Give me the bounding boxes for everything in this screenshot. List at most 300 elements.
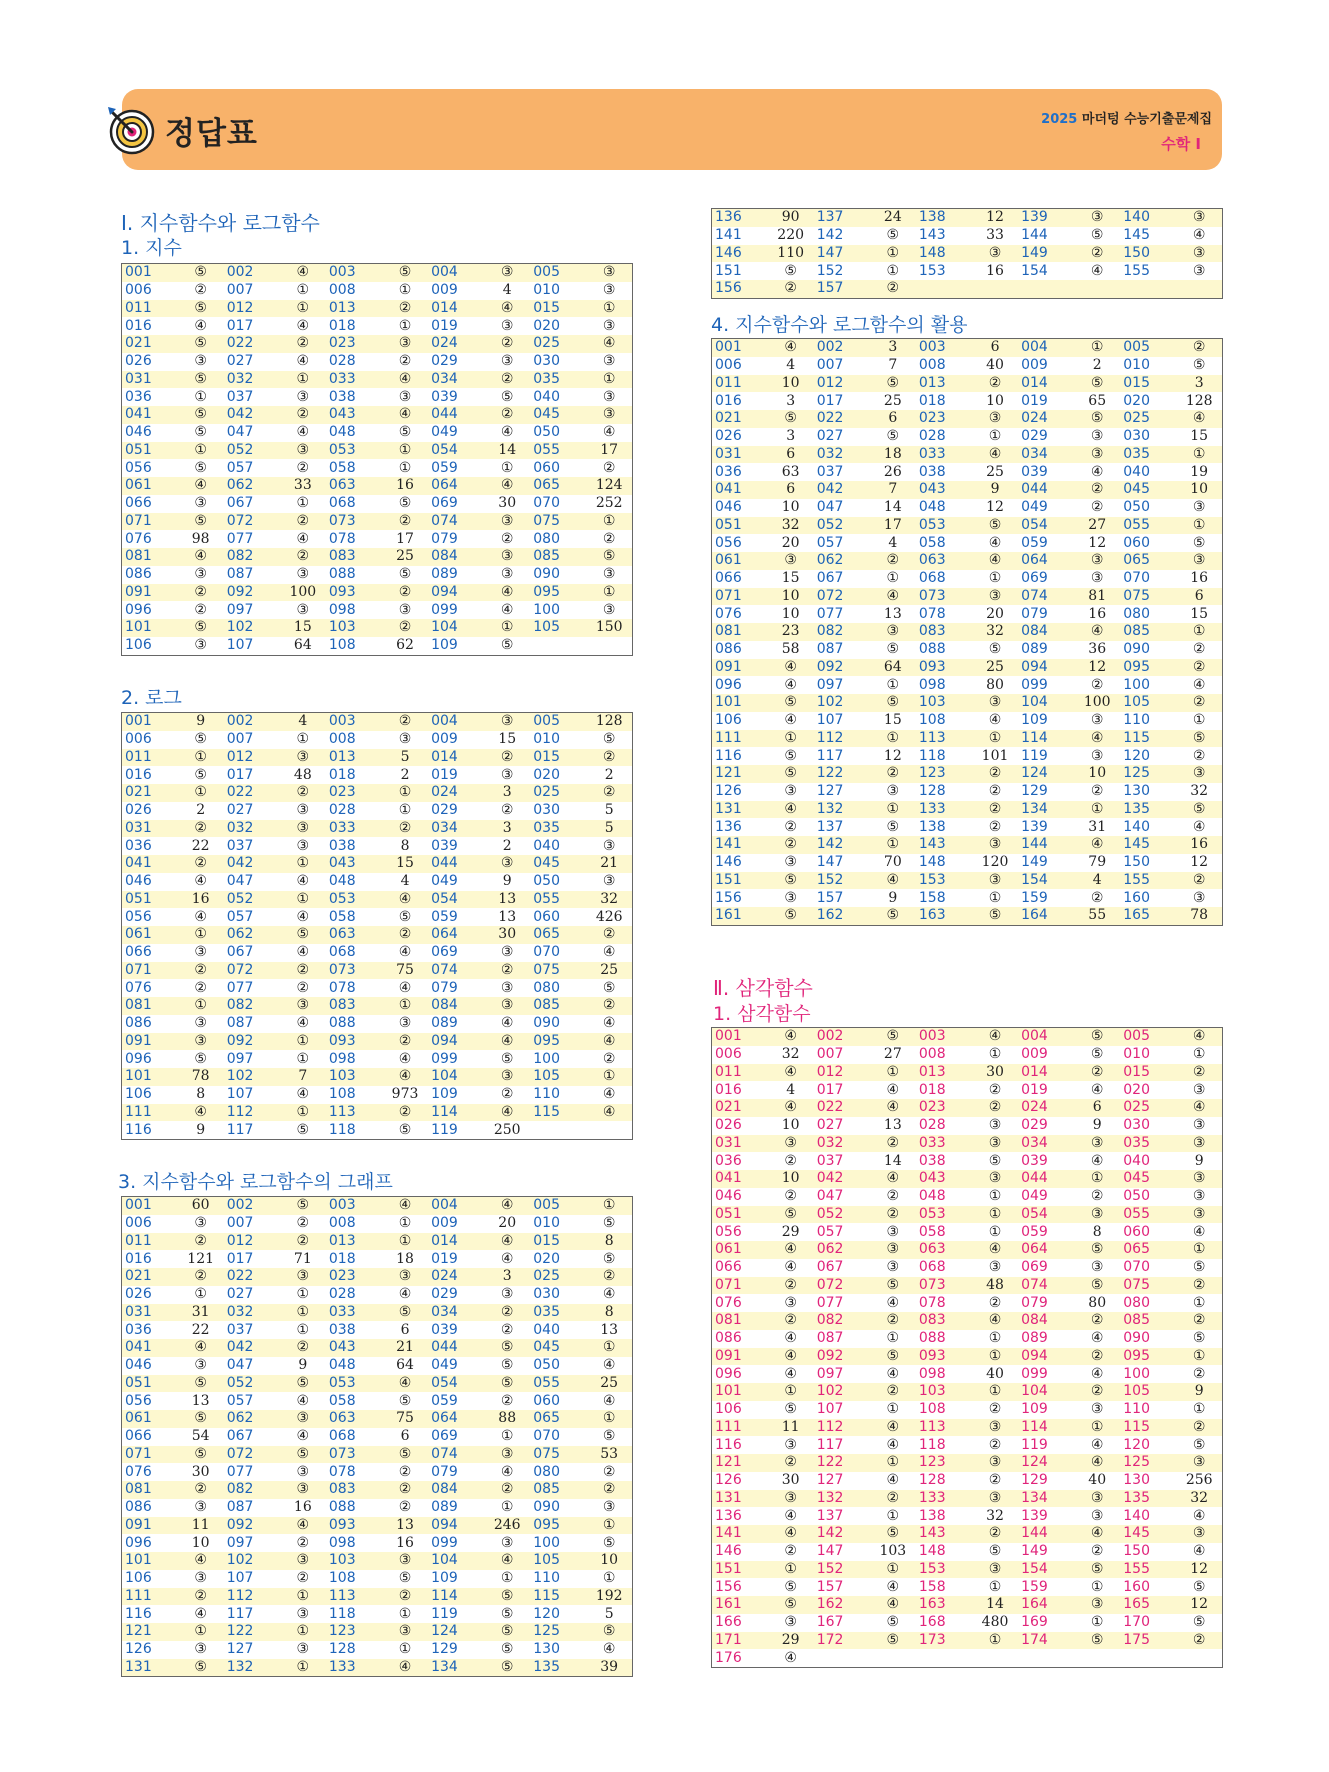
question-number: 050 xyxy=(1120,1188,1176,1206)
answer-value: 15 xyxy=(1176,605,1222,623)
question-number: 061 xyxy=(712,1241,768,1259)
answer-value: ④ xyxy=(1176,227,1222,245)
answer-value: ② xyxy=(972,375,1018,393)
question-number: 149 xyxy=(1018,854,1074,872)
question-number: 109 xyxy=(428,1086,484,1104)
answer-row xyxy=(712,1383,1223,1401)
question-number: 097 xyxy=(224,1534,280,1552)
answer-value: 29 xyxy=(768,1632,814,1650)
answer-table-exponent xyxy=(121,263,633,656)
answer-value xyxy=(972,1649,1018,1667)
answer-value: ② xyxy=(178,1588,224,1606)
answer-value: ② xyxy=(972,1401,1018,1419)
answer-row xyxy=(712,1046,1223,1064)
question-number: 065 xyxy=(530,477,586,495)
answer-row xyxy=(122,962,633,980)
answer-row xyxy=(122,619,633,637)
answer-value: ① xyxy=(280,1304,326,1322)
question-number: 087 xyxy=(814,1330,870,1348)
answer-row xyxy=(712,1436,1223,1454)
answer-value: ④ xyxy=(870,1436,916,1454)
question-number: 094 xyxy=(1018,659,1074,677)
answer-value: 100 xyxy=(280,584,326,602)
question-number: 129 xyxy=(1018,783,1074,801)
answer-value: ④ xyxy=(972,712,1018,730)
question-number: 105 xyxy=(530,1552,586,1570)
question-number: 118 xyxy=(916,747,972,765)
answer-row xyxy=(712,1294,1223,1312)
question-number: 105 xyxy=(1120,1383,1176,1401)
question-number: 090 xyxy=(530,1499,586,1517)
question-number: 028 xyxy=(916,428,972,446)
question-number: 051 xyxy=(122,891,178,909)
answer-value: ⑤ xyxy=(382,908,428,926)
question-number: 063 xyxy=(326,1410,382,1428)
answer-value: ② xyxy=(382,513,428,531)
answer-value: 6 xyxy=(1176,588,1222,606)
question-number: 140 xyxy=(1120,209,1176,227)
question-number: 028 xyxy=(326,802,382,820)
question-number: 070 xyxy=(1120,1259,1176,1277)
question-number: 094 xyxy=(428,584,484,602)
answer-value: ④ xyxy=(586,1392,632,1410)
question-number: 006 xyxy=(122,731,178,749)
question-number: 160 xyxy=(1120,1578,1176,1596)
question-number: 013 xyxy=(916,375,972,393)
answer-value: 10 xyxy=(972,392,1018,410)
answer-row xyxy=(122,1357,633,1375)
question-number: 031 xyxy=(122,1304,178,1322)
answer-value: ② xyxy=(1074,1312,1120,1330)
answer-value: ① xyxy=(972,1206,1018,1224)
answer-value: ⑤ xyxy=(870,1614,916,1632)
answer-value: ② xyxy=(178,979,224,997)
brand-year: 2025 xyxy=(1041,112,1078,127)
answer-value: 25 xyxy=(586,962,632,980)
question-number: 016 xyxy=(122,766,178,784)
answer-value: ③ xyxy=(972,872,1018,890)
answer-table-application xyxy=(711,338,1223,926)
question-number: 050 xyxy=(1120,499,1176,517)
answer-value: ① xyxy=(1074,1614,1120,1632)
question-number: 109 xyxy=(1018,712,1074,730)
answer-value: ① xyxy=(280,495,326,513)
answer-value: 12 xyxy=(1176,854,1222,872)
question-number: 082 xyxy=(814,1312,870,1330)
question-number: 096 xyxy=(712,676,768,694)
question-number: 066 xyxy=(122,495,178,513)
answer-value: ② xyxy=(768,836,814,854)
answer-value: ② xyxy=(972,818,1018,836)
question-number: 038 xyxy=(326,388,382,406)
question-number: 128 xyxy=(326,1641,382,1659)
answer-value: ④ xyxy=(972,1312,1018,1330)
question-number: 056 xyxy=(122,908,178,926)
question-number: 137 xyxy=(814,1507,870,1525)
question-number: 146 xyxy=(712,245,768,263)
answer-value: ① xyxy=(768,730,814,748)
question-number: 156 xyxy=(712,280,768,298)
question-number: 017 xyxy=(814,1081,870,1099)
answer-value: 48 xyxy=(972,1277,1018,1295)
answer-value: ① xyxy=(1176,1401,1222,1419)
question-number: 111 xyxy=(712,730,768,748)
answer-value: ③ xyxy=(484,1286,530,1304)
question-number: 061 xyxy=(122,477,178,495)
question-number: 124 xyxy=(428,1623,484,1641)
answer-row xyxy=(712,765,1223,783)
answer-value: ① xyxy=(972,428,1018,446)
question-number: 043 xyxy=(326,1339,382,1357)
answer-row xyxy=(122,944,633,962)
question-number: 024 xyxy=(428,1268,484,1286)
answer-row xyxy=(712,641,1223,659)
question-number: 104 xyxy=(428,1068,484,1086)
target-icon xyxy=(105,104,157,156)
answer-value: 16 xyxy=(382,1534,428,1552)
answer-value: ③ xyxy=(870,623,916,641)
question-number: 073 xyxy=(326,962,382,980)
question-number: 013 xyxy=(326,300,382,318)
question-number: 046 xyxy=(712,1188,768,1206)
question-number: 003 xyxy=(326,713,382,731)
answer-value: ① xyxy=(382,442,428,460)
answer-value: 3 xyxy=(484,784,530,802)
question-number: 018 xyxy=(326,317,382,335)
question-number: 002 xyxy=(814,1028,870,1046)
question-number: 086 xyxy=(122,1499,178,1517)
answer-value: ② xyxy=(382,1499,428,1517)
answer-value: 32 xyxy=(586,891,632,909)
question-number: 071 xyxy=(712,588,768,606)
answer-value: ④ xyxy=(1074,262,1120,280)
question-number: 058 xyxy=(916,1223,972,1241)
answer-value: ⑤ xyxy=(870,1348,916,1366)
question-number: 100 xyxy=(1120,676,1176,694)
answer-value: ③ xyxy=(280,442,326,460)
question-number: 062 xyxy=(224,926,280,944)
question-number: 153 xyxy=(916,872,972,890)
answer-row xyxy=(712,1135,1223,1153)
question-number: 037 xyxy=(224,837,280,855)
question-number: 131 xyxy=(712,1490,768,1508)
answer-value: ③ xyxy=(484,1534,530,1552)
question-number: 053 xyxy=(326,891,382,909)
question-number: 025 xyxy=(1120,1099,1176,1117)
question-number: 046 xyxy=(122,424,178,442)
question-number: 036 xyxy=(122,837,178,855)
answer-value: ⑤ xyxy=(178,424,224,442)
question-number: 099 xyxy=(428,1534,484,1552)
question-number: 052 xyxy=(814,517,870,535)
answer-value: 120 xyxy=(972,854,1018,872)
answer-value: ④ xyxy=(382,1659,428,1677)
answer-value: ④ xyxy=(382,891,428,909)
question-number: 060 xyxy=(1120,1223,1176,1241)
answer-value: 3 xyxy=(768,392,814,410)
answer-value: ① xyxy=(484,619,530,637)
question-number: 155 xyxy=(1120,1561,1176,1579)
question-number: 092 xyxy=(814,1348,870,1366)
question-number: 029 xyxy=(428,802,484,820)
answer-value: ④ xyxy=(768,1365,814,1383)
question-number: 004 xyxy=(428,1197,484,1215)
answer-value: 100 xyxy=(1074,694,1120,712)
answer-value: ② xyxy=(1176,1277,1222,1295)
question-number: 082 xyxy=(224,997,280,1015)
question-number: 049 xyxy=(1018,1188,1074,1206)
answer-value: ⑤ xyxy=(484,388,530,406)
answer-value: 10 xyxy=(586,1552,632,1570)
question-number: 094 xyxy=(1018,1348,1074,1366)
question-number: 034 xyxy=(1018,446,1074,464)
answer-value: ④ xyxy=(870,1081,916,1099)
question-number: 019 xyxy=(1018,1081,1074,1099)
answer-value: 75 xyxy=(382,1410,428,1428)
answer-value: ③ xyxy=(1074,1401,1120,1419)
answer-value: 48 xyxy=(280,766,326,784)
question-number: 019 xyxy=(428,766,484,784)
answer-value: ④ xyxy=(280,1015,326,1033)
question-number: 028 xyxy=(326,353,382,371)
question-number: 130 xyxy=(1120,783,1176,801)
answer-value: ④ xyxy=(768,339,814,357)
question-number: 133 xyxy=(916,1490,972,1508)
answer-value: ① xyxy=(1176,1294,1222,1312)
answer-value: ③ xyxy=(280,1605,326,1623)
question-number: 016 xyxy=(712,1081,768,1099)
answer-row xyxy=(712,1578,1223,1596)
question-number: 143 xyxy=(916,227,972,245)
answer-value: ① xyxy=(178,442,224,460)
question-number: 043 xyxy=(326,406,382,424)
question-number: 117 xyxy=(814,1436,870,1454)
question-number: 079 xyxy=(428,530,484,548)
question-number: 022 xyxy=(224,1268,280,1286)
question-number: 132 xyxy=(814,1490,870,1508)
answer-value: ② xyxy=(178,962,224,980)
question-number: 110 xyxy=(1120,1401,1176,1419)
answer-value: ② xyxy=(586,997,632,1015)
question-number: 047 xyxy=(814,499,870,517)
question-number: 159 xyxy=(1018,889,1074,907)
question-number: 052 xyxy=(224,1375,280,1393)
answer-row xyxy=(122,1623,633,1641)
answer-value: ④ xyxy=(280,530,326,548)
answer-value: ④ xyxy=(382,1375,428,1393)
answer-value: 220 xyxy=(768,227,814,245)
question-number: 107 xyxy=(814,712,870,730)
question-number: 139 xyxy=(1018,818,1074,836)
question-number: 007 xyxy=(224,1215,280,1233)
answer-value: ④ xyxy=(1074,1454,1120,1472)
question-number: 040 xyxy=(530,388,586,406)
answer-row xyxy=(122,908,633,926)
answer-value: ② xyxy=(1074,1064,1120,1082)
question-number: 066 xyxy=(122,944,178,962)
answer-row xyxy=(712,1081,1223,1099)
question-number: 040 xyxy=(1120,463,1176,481)
question-number: 052 xyxy=(224,442,280,460)
answer-value: ③ xyxy=(1074,1596,1120,1614)
question-number: 014 xyxy=(428,1233,484,1251)
question-number: 150 xyxy=(1120,1543,1176,1561)
answer-value: ① xyxy=(280,1623,326,1641)
answer-value: 10 xyxy=(1176,481,1222,499)
question-number: 016 xyxy=(122,317,178,335)
question-number: 137 xyxy=(814,209,870,227)
question-number xyxy=(916,280,972,298)
question-number: 011 xyxy=(122,1233,178,1251)
answer-value: ③ xyxy=(1176,1206,1222,1224)
question-number: 091 xyxy=(122,584,178,602)
answer-value: 31 xyxy=(178,1304,224,1322)
question-number: 150 xyxy=(1120,245,1176,263)
question-number: 024 xyxy=(428,784,484,802)
answer-value: ⑤ xyxy=(870,818,916,836)
question-number: 043 xyxy=(326,855,382,873)
answer-value: ③ xyxy=(280,1481,326,1499)
question-number: 019 xyxy=(1018,392,1074,410)
question-number: 081 xyxy=(712,623,768,641)
question-number: 169 xyxy=(1018,1614,1074,1632)
question-number: 161 xyxy=(712,907,768,925)
question-number: 059 xyxy=(428,908,484,926)
question-number: 101 xyxy=(122,1068,178,1086)
answer-value: 6 xyxy=(972,339,1018,357)
question-number: 019 xyxy=(428,317,484,335)
question-number: 032 xyxy=(224,1304,280,1322)
answer-value: ⑤ xyxy=(972,517,1018,535)
question-number: 135 xyxy=(1120,801,1176,819)
answer-value: ① xyxy=(382,459,428,477)
answer-value: ③ xyxy=(178,353,224,371)
question-number: 093 xyxy=(326,1517,382,1535)
answer-value: 70 xyxy=(870,854,916,872)
question-number: 151 xyxy=(712,1561,768,1579)
question-number: 099 xyxy=(428,601,484,619)
question-number: 110 xyxy=(530,1086,586,1104)
question-number: 122 xyxy=(814,765,870,783)
question-number: 036 xyxy=(122,388,178,406)
answer-value: ③ xyxy=(484,1446,530,1464)
answer-value: ④ xyxy=(484,601,530,619)
section-title-trig: 1. 삼각함수 xyxy=(713,1003,811,1025)
answer-row xyxy=(122,1321,633,1339)
answer-value: 4 xyxy=(870,534,916,552)
answer-table-graph-continued xyxy=(711,208,1223,299)
question-number: 056 xyxy=(712,1223,768,1241)
answer-value: ④ xyxy=(178,873,224,891)
question-number: 081 xyxy=(122,548,178,566)
section-title-application: 4. 지수함수와 로그함수의 활용 xyxy=(711,314,968,336)
answer-value: ③ xyxy=(1176,1454,1222,1472)
question-number: 041 xyxy=(122,855,178,873)
answer-row xyxy=(712,1223,1223,1241)
answer-value: 12 xyxy=(1176,1596,1222,1614)
answer-value: ④ xyxy=(382,1197,428,1215)
answer-value: ⑤ xyxy=(382,1392,428,1410)
question-number: 124 xyxy=(1018,765,1074,783)
question-number: 157 xyxy=(814,889,870,907)
question-number: 020 xyxy=(530,766,586,784)
question-number: 102 xyxy=(814,694,870,712)
question-number: 064 xyxy=(1018,552,1074,570)
answer-value: 17 xyxy=(870,517,916,535)
answer-row xyxy=(122,371,633,389)
answer-row xyxy=(712,907,1223,925)
question-number: 026 xyxy=(712,428,768,446)
answer-value: ④ xyxy=(382,406,428,424)
answer-value: ② xyxy=(586,784,632,802)
answer-row xyxy=(712,1188,1223,1206)
answer-row xyxy=(122,1086,633,1104)
answer-value: ③ xyxy=(484,713,530,731)
answer-value: 2 xyxy=(382,766,428,784)
answer-value: 64 xyxy=(870,659,916,677)
question-number: 067 xyxy=(814,570,870,588)
question-number: 101 xyxy=(712,1383,768,1401)
answer-value: ③ xyxy=(484,264,530,282)
question-number: 055 xyxy=(530,442,586,460)
question-number: 027 xyxy=(814,428,870,446)
question-number: 161 xyxy=(712,1596,768,1614)
answer-value: ② xyxy=(178,855,224,873)
question-number: 072 xyxy=(814,588,870,606)
question-number: 087 xyxy=(224,566,280,584)
answer-value: ① xyxy=(280,1659,326,1677)
answer-value: ① xyxy=(1176,712,1222,730)
question-number: 137 xyxy=(814,818,870,836)
question-number: 063 xyxy=(916,1241,972,1259)
answer-value: 64 xyxy=(382,1357,428,1375)
question-number: 061 xyxy=(712,552,768,570)
question-number: 136 xyxy=(712,1507,768,1525)
answer-row xyxy=(712,280,1223,298)
question-number: 119 xyxy=(1018,1436,1074,1454)
answer-value: ① xyxy=(280,1104,326,1122)
answer-value: ② xyxy=(484,406,530,424)
question-number: 028 xyxy=(326,1286,382,1304)
answer-value: ③ xyxy=(382,1268,428,1286)
answer-value: ④ xyxy=(586,1357,632,1375)
answer-value xyxy=(972,280,1018,298)
answer-value: ③ xyxy=(586,406,632,424)
question-number: 138 xyxy=(916,1507,972,1525)
question-number: 022 xyxy=(814,410,870,428)
question-number: 001 xyxy=(122,264,178,282)
answer-value: 78 xyxy=(1176,907,1222,925)
question-number: 088 xyxy=(916,1330,972,1348)
answer-value: ① xyxy=(586,1339,632,1357)
question-number: 092 xyxy=(224,584,280,602)
answer-value: ① xyxy=(1074,339,1120,357)
question-number: 022 xyxy=(224,784,280,802)
answer-value: ① xyxy=(972,1188,1018,1206)
answer-value: ② xyxy=(870,1383,916,1401)
question-number: 070 xyxy=(530,944,586,962)
answer-value: 6 xyxy=(870,410,916,428)
answer-value: ③ xyxy=(1176,209,1222,227)
question-number: 120 xyxy=(1120,747,1176,765)
question-number: 076 xyxy=(712,605,768,623)
answer-value: ① xyxy=(1074,801,1120,819)
question-number: 165 xyxy=(1120,907,1176,925)
question-number: 024 xyxy=(428,335,484,353)
question-number: 092 xyxy=(814,659,870,677)
answer-value: 10 xyxy=(768,588,814,606)
answer-value: ③ xyxy=(484,997,530,1015)
